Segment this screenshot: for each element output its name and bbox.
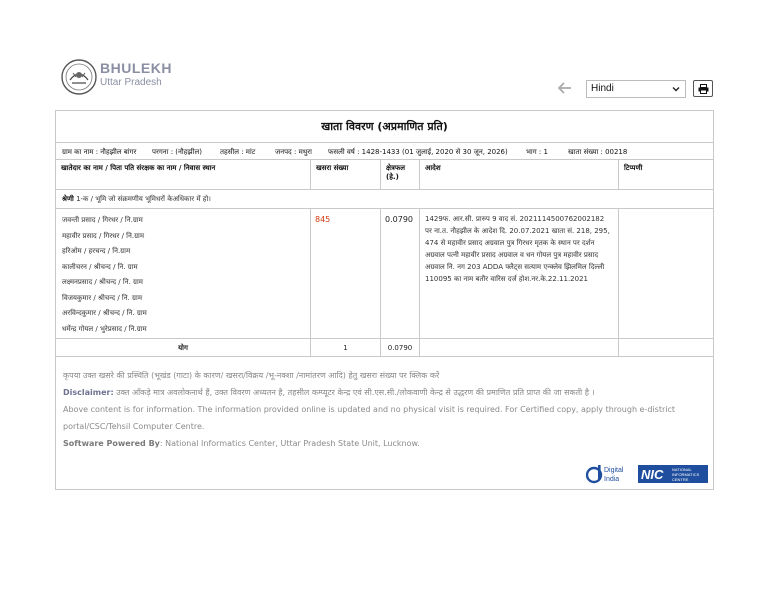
order-text: 1429फ. आर.सी. प्रारुप 9 वाद सं. 2021114500762002182 पर ना.त. नौहझील के आदेश दि. 20.07.2021 खाता सं. 218, 295, 474 से महावीर प्रसाद अग्रवाल पुत्र गिरधर मृतक के स्थान पर दर्शन अग्रवाल पत्नी महावीर प्रसाद अग्रवाल व धन गोयल पुत्र महावीर प्रसाद अग्रवाल नि. नग 203 ADDA फ्लैट्स सत्याम एन्क्लेव झिलमिल दिल्ली 110095 का नाम बतौर वारिस दर्ज होश.नर.के.22.11.2021 [425,215,610,283]
digital-india-text-1: Digital [604,467,624,474]
village-name: ग्राम का नाम : नौहझील बांगर [62,148,137,156]
brand-title: BHULEKH [100,60,172,76]
khasra-number-link[interactable] [311,209,381,339]
owner-name: अरविन्दकुमार / श्रीचन्द / नि. ग्राम [62,309,147,317]
area-header: क्षेत्रफल (हे.) [381,160,420,190]
footer [63,367,703,452]
total-count: 1 [311,339,381,357]
category-label: श्रेणी [62,195,74,203]
district: जनपद : मथुरा [275,148,312,156]
powered-by-text: : National Informatics Center, Uttar Pradesh State Unit, Lucknow. [159,439,420,448]
nic-sub-3: CENTRE [672,477,689,482]
click-note: कृपया उक्त खसरे की प्रस्थिति (भूखंड (गाटा) के कारण/ खसरा/विक्रय /भू-नक्शा /नामांतरण आदि) हेतु खसरा संख्या पर क्लिक करें [63,371,440,380]
khata-info-row [56,144,713,160]
table-row [56,209,713,339]
total-area: 0.0790 [381,339,420,357]
partner-logos [586,463,711,487]
bhag: भाग : 1 [526,148,548,156]
disclaimer [63,384,703,401]
owner-header: खातेदार का नाम / पिता पति संरक्षक का नाम / निवास स्थान [56,160,311,190]
total-row [56,339,713,357]
bhulekh-logo[interactable] [60,58,220,98]
printer-icon [698,84,709,94]
back-arrow-icon[interactable] [558,82,572,94]
owner-name: हरिओम / हरचन्द / नि.ग्राम [62,247,131,255]
khata-details-card [55,110,714,490]
digital-india-text-2: India [604,476,620,483]
khata-number: खाता संख्या : 00218 [568,148,628,156]
nic-sub-2: INFORMATICS [672,472,700,477]
digital-india-logo[interactable] [586,463,630,485]
fasli-year: फसली वर्ष : 1428-1433 (01 जुलाई, 2020 से 30 जून, 2026) [328,148,508,156]
order-cell [420,209,619,339]
nic-text: NIC [641,467,664,482]
disclaimer-text: उक्त आँकड़े मात्र अवलोकनार्थ हैं, उक्त विवरण अध्यतन है, तहसील कम्प्यूटर केन्द्र एवं सी.एस.सी./लोकवाणी केन्द्र से उद्धरण की प्रमाणित प्रति प्राप्त की जा सकती है । [116,388,595,397]
table-header [56,160,713,190]
khasra-number[interactable]: 845 [315,215,331,224]
area-cell [381,209,420,339]
owner-name: धर्मेन्द्र गोयल / भुरेप्रसाद / नि.ग्राम [62,324,147,333]
total-remark-empty [619,339,715,357]
remark-header: टिप्पणी [624,164,643,172]
total-label: योग [56,339,311,357]
up-seal-icon [60,58,98,96]
owner-name: कालीचरन / श्रीचन्द / नि. ग्राम [62,262,138,271]
owners-cell [56,209,311,339]
language-selected-value: Hindi [591,83,614,94]
khasra-header: खसरा संख्या [311,160,381,190]
print-button[interactable] [693,80,713,97]
category-text: 1-क / भूमि जो संक्रमणीय भूमिधरों केअधिकार में हो। [76,195,211,203]
nic-logo[interactable] [638,465,708,483]
total-order-empty [420,339,619,357]
powered-by-label: Software Powered By [63,439,160,448]
disclaimer-label: Disclaimer: [63,388,114,397]
pargana: परगना : (नौहझील) [152,148,203,156]
english-info-line1: Above content is for information. The information provided online is updated and no physical visit is required. For Certified copy, apply through e-district [63,405,676,414]
tehsil: तहसील : मांट [220,148,256,156]
owner-name: जवन्ती प्रसाद / गिरधर / नि.ग्राम [62,216,143,224]
remark-cell [619,209,715,339]
category-row [56,190,713,209]
page-title: खाता विवरण (अप्रमाणित प्रति) [56,111,713,143]
brand-subtitle: Uttar Pradesh [100,77,162,88]
powered-by [63,435,703,452]
owner-name: लक्ष्मनप्रसाद / श्रीचन्द / नि. ग्राम [62,278,143,286]
language-select[interactable] [586,80,686,98]
area-value: 0.0790 [385,215,413,224]
order-header: आदेश [420,160,619,190]
owner-name: महावीर प्रसाद / गिरधर / नि.ग्राम [62,231,145,240]
chevron-down-icon [671,84,681,94]
owner-name: विजयकुमार / श्रीचन्द / नि. ग्राम [62,293,143,302]
nic-sub-1: NATIONAL [672,467,692,472]
english-info-line2: portal/CSC/Tehsil Computer Centre. [63,422,205,431]
